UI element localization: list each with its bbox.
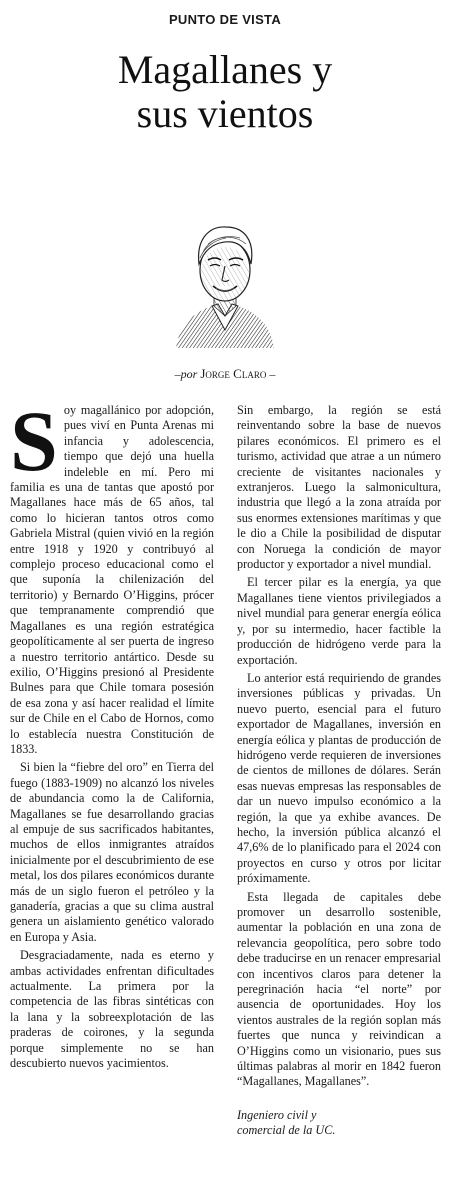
article-column-left — [10, 393, 214, 1074]
byline — [0, 366, 450, 382]
author-portrait-icon — [170, 208, 280, 348]
headline-line-2: sus vientos — [136, 91, 314, 136]
paragraph-6: Lo anterior está requiriendo de grandes inversiones públicas y privadas. Un nuevo puerto, esencial para el futuro exportador de Magallanes, inversión en energía eólica y plantas de producción de hidrógeno verde requieren de inversiones de cientos de millones de dólares. Serán esas nuevas empresas las responsables de dar un nuevo impulso económico a la región, la que ya exhibe avances. De hecho, la inversión pública alcanzó el 47,6% de lo planificado para el 2024 con proyectos en curso y otros por licitar próximamente. — [237, 670, 441, 886]
paragraph-2: Si bien la “fiebre del oro” en Tierra del fuego (1883-1909) no alcanzó los niveles de abundancia como la de California, Magallanes se fue desarrollando gracias al empuje de sus sacrificados habitantes, muchos de ellos inmigrantes atraídos inicialmente por el descubrimiento de ese metal, los dos pilares económicos durante más de un siglo fueron el petróleo y la ganadería, gracias a que su clima austral genera un aislamiento genético valorado en Europa y Asia. — [10, 760, 214, 944]
section-label: PUNTO DE VISTA — [168, 12, 282, 27]
drop-cap: S — [10, 393, 58, 489]
author-name: Jorge Claro — [200, 366, 267, 381]
byline-prefix: –por — [174, 367, 198, 381]
paragraph-5: El tercer pilar es la energía, ya que Magallanes tiene vientos privilegiados a nivel mundial para generar energía eólica y, por su intermedio, hacer factible la producción de hidrógeno verde para la exportación. — [237, 575, 441, 667]
credit-line-2: comercial de la UC. — [237, 1123, 336, 1138]
headline — [0, 48, 450, 136]
paragraph-1-text: oy magallánico por adopción, pues viví en Punta Arenas mi infancia y adolescencia, tiempo que dejó una huella indeleble en mí. Pero mi familia es una de tantas que apostó por Magallanes hace más de 65 años, tal como lo hicieran tantos otros como Gabriela Mistral (quien vivió en la región entre 1918 y 1920 y contribuyó al complejo proceso educacional como el que suponía la chilenización del territorio) y Bernardo O’Higgins, prócer que tempranamente comprendió que Magallanes es una región estratégica geopolíticamente al ser puerta de ingreso a nuestro territorio antártico. Desde su exilio, O’Higgins presionó al Presidente Bulnes para que Chile tomara posesión de esa zona y así hacer realidad el límite sur de Chile en el Cabo de Hornos, como lo establecía nuestra Constitución de 1833. — [10, 403, 214, 756]
article-column-right — [237, 403, 441, 1139]
headline-line-1: Magallanes y — [117, 47, 333, 92]
paragraph-1 — [10, 393, 214, 757]
paragraph-7: Esta llegada de capitales debe promover un desarrollo sostenible, aumentar la población en una zona de relevancia geopolítica, pero sobre todo debe traducirse en un renacer empresarial con incentivos claros para detener la peregrinación hacia “el norte” por ausencia de oportunidades. Hoy los vientos australes de la región soplan más fuertes que nunca y reivindican a O’Higgins como un visionario, pues sus últimas palabras al morir en 1842 fueron “Magallanes, Magallanes”. — [237, 889, 441, 1089]
paragraph-3: Desgraciadamente, nada es eterno y ambas actividades enfrentan dificultades actualmente. La primera por la competencia de las fibras sintéticas con la lana y la sobreexplotación de las praderas de coirones, y la segunda porque simplemente no se han descubierto nuevos yacimientos. — [10, 948, 214, 1071]
credit-line-1: Ingeniero civil y — [237, 1107, 317, 1122]
paragraph-4: Sin embargo, la región se está reinventando sobre la base de nuevos pilares económicos. El primero es el turismo, actividad que atrae a un número creciente de visitantes nacionales y extranjeros. Luego la salmonicultura, industria que llegó a la zona atraída por sus enormes extensiones marítimas y que le dio a Chile la posibilidad de disputar con Noruega la condición de mayor productor y exportador a nivel mundial. — [237, 403, 441, 572]
author-credit — [237, 1108, 441, 1139]
byline-suffix: – — [269, 367, 276, 381]
